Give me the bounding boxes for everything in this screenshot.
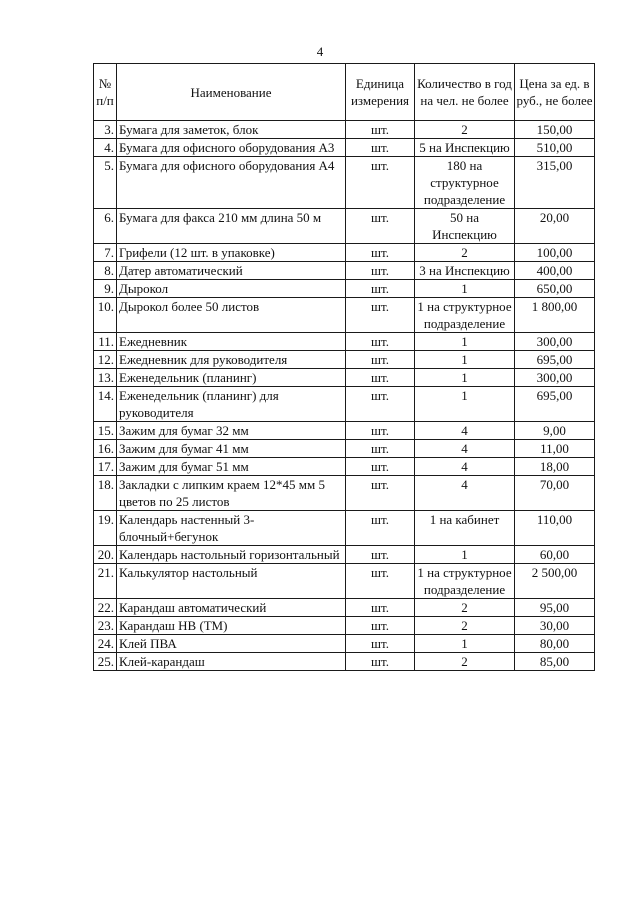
cell-price: 9,00	[515, 422, 595, 440]
table-row	[94, 244, 595, 262]
table-row	[94, 476, 595, 511]
cell-price: 18,00	[515, 458, 595, 476]
cell-price: 695,00	[515, 351, 595, 369]
cell-name: Календарь настольный горизонтальный	[117, 546, 346, 564]
cell-num: 23.	[94, 617, 117, 635]
cell-name: Бумага для факса 210 мм длина 50 м	[117, 209, 346, 244]
cell-unit: шт.	[346, 476, 415, 511]
cell-price: 70,00	[515, 476, 595, 511]
cell-qty: 1	[415, 351, 515, 369]
cell-num: 20.	[94, 546, 117, 564]
table-row	[94, 422, 595, 440]
table-row	[94, 458, 595, 476]
cell-name: Бумага для заметок, блок	[117, 121, 346, 139]
cell-price: 300,00	[515, 333, 595, 351]
cell-qty: 180 на структурное подразделение	[415, 157, 515, 209]
cell-num: 14.	[94, 387, 117, 422]
cell-price: 2 500,00	[515, 564, 595, 599]
cell-qty: 4	[415, 422, 515, 440]
table-row	[94, 298, 595, 333]
cell-qty: 1	[415, 546, 515, 564]
cell-qty: 2	[415, 121, 515, 139]
cell-qty: 1 на структурное подразделение	[415, 298, 515, 333]
cell-unit: шт.	[346, 653, 415, 671]
cell-unit: шт.	[346, 422, 415, 440]
cell-unit: шт.	[346, 298, 415, 333]
cell-unit: шт.	[346, 139, 415, 157]
cell-name: Дырокол более 50 листов	[117, 298, 346, 333]
cell-num: 19.	[94, 511, 117, 546]
cell-price: 510,00	[515, 139, 595, 157]
table-row	[94, 262, 595, 280]
cell-num: 16.	[94, 440, 117, 458]
table-row	[94, 546, 595, 564]
table-row	[94, 121, 595, 139]
table-row	[94, 564, 595, 599]
cell-num: 22.	[94, 599, 117, 617]
cell-name: Калькулятор настольный	[117, 564, 346, 599]
cell-price: 400,00	[515, 262, 595, 280]
table-row	[94, 440, 595, 458]
table-row	[94, 209, 595, 244]
cell-qty: 1	[415, 635, 515, 653]
table-row	[94, 351, 595, 369]
cell-unit: шт.	[346, 564, 415, 599]
cell-price: 110,00	[515, 511, 595, 546]
table-row	[94, 617, 595, 635]
cell-qty: 1 на кабинет	[415, 511, 515, 546]
cell-qty: 2	[415, 244, 515, 262]
cell-price: 150,00	[515, 121, 595, 139]
cell-num: 4.	[94, 139, 117, 157]
cell-qty: 1 на структурное подразделение	[415, 564, 515, 599]
cell-num: 15.	[94, 422, 117, 440]
cell-name: Бумага для офисного оборудования А3	[117, 139, 346, 157]
header-unit: Единица измерения	[346, 64, 415, 121]
cell-price: 11,00	[515, 440, 595, 458]
cell-qty: 1	[415, 369, 515, 387]
cell-num: 21.	[94, 564, 117, 599]
cell-price: 30,00	[515, 617, 595, 635]
cell-num: 5.	[94, 157, 117, 209]
cell-num: 7.	[94, 244, 117, 262]
cell-price: 60,00	[515, 546, 595, 564]
cell-name: Еженедельник (планинг)	[117, 369, 346, 387]
cell-unit: шт.	[346, 635, 415, 653]
cell-name: Ежедневник для руководителя	[117, 351, 346, 369]
cell-num: 18.	[94, 476, 117, 511]
supplies-table	[93, 63, 595, 671]
table-row	[94, 635, 595, 653]
cell-unit: шт.	[346, 617, 415, 635]
cell-qty: 4	[415, 440, 515, 458]
cell-num: 12.	[94, 351, 117, 369]
cell-price: 80,00	[515, 635, 595, 653]
cell-name: Карандаш НВ (ТМ)	[117, 617, 346, 635]
table-row	[94, 653, 595, 671]
cell-qty: 5 на Инспекцию	[415, 139, 515, 157]
cell-unit: шт.	[346, 157, 415, 209]
cell-qty: 1	[415, 387, 515, 422]
header-name: Наименование	[117, 64, 346, 121]
cell-num: 24.	[94, 635, 117, 653]
cell-name: Еженедельник (планинг) для руководителя	[117, 387, 346, 422]
table-row	[94, 333, 595, 351]
cell-name: Закладки с липким краем 12*45 мм 5 цветов по 25 листов	[117, 476, 346, 511]
cell-name: Клей ПВА	[117, 635, 346, 653]
cell-num: 6.	[94, 209, 117, 244]
cell-num: 10.	[94, 298, 117, 333]
cell-qty: 4	[415, 476, 515, 511]
cell-unit: шт.	[346, 121, 415, 139]
cell-price: 650,00	[515, 280, 595, 298]
header-qty: Количество в год на чел. не более	[415, 64, 515, 121]
cell-name: Ежедневник	[117, 333, 346, 351]
cell-qty: 50 на Инспекцию	[415, 209, 515, 244]
table-header-row	[94, 64, 595, 121]
table-row	[94, 139, 595, 157]
table-row	[94, 280, 595, 298]
cell-qty: 2	[415, 653, 515, 671]
cell-unit: шт.	[346, 369, 415, 387]
cell-price: 300,00	[515, 369, 595, 387]
header-price: Цена за ед. в руб., не более	[515, 64, 595, 121]
cell-name: Бумага для офисного оборудования А4	[117, 157, 346, 209]
cell-price: 95,00	[515, 599, 595, 617]
table-row	[94, 157, 595, 209]
cell-qty: 3 на Инспекцию	[415, 262, 515, 280]
cell-num: 11.	[94, 333, 117, 351]
cell-qty: 2	[415, 599, 515, 617]
cell-num: 3.	[94, 121, 117, 139]
cell-name: Зажим для бумаг 32 мм	[117, 422, 346, 440]
cell-price: 20,00	[515, 209, 595, 244]
cell-unit: шт.	[346, 387, 415, 422]
cell-price: 695,00	[515, 387, 595, 422]
cell-name: Зажим для бумаг 51 мм	[117, 458, 346, 476]
cell-num: 17.	[94, 458, 117, 476]
cell-unit: шт.	[346, 262, 415, 280]
cell-num: 25.	[94, 653, 117, 671]
cell-unit: шт.	[346, 280, 415, 298]
cell-name: Календарь настенный 3-блочный+бегунок	[117, 511, 346, 546]
cell-unit: шт.	[346, 546, 415, 564]
cell-num: 13.	[94, 369, 117, 387]
cell-unit: шт.	[346, 458, 415, 476]
cell-qty: 1	[415, 280, 515, 298]
cell-price: 315,00	[515, 157, 595, 209]
table-row	[94, 599, 595, 617]
table-row	[94, 511, 595, 546]
cell-name: Датер автоматический	[117, 262, 346, 280]
cell-unit: шт.	[346, 351, 415, 369]
cell-unit: шт.	[346, 599, 415, 617]
cell-unit: шт.	[346, 209, 415, 244]
cell-unit: шт.	[346, 511, 415, 546]
table-row	[94, 387, 595, 422]
cell-name: Дырокол	[117, 280, 346, 298]
cell-name: Клей-карандаш	[117, 653, 346, 671]
cell-qty: 1	[415, 333, 515, 351]
cell-unit: шт.	[346, 333, 415, 351]
cell-price: 1 800,00	[515, 298, 595, 333]
cell-price: 85,00	[515, 653, 595, 671]
cell-price: 100,00	[515, 244, 595, 262]
table-body	[94, 121, 595, 671]
cell-unit: шт.	[346, 244, 415, 262]
cell-num: 8.	[94, 262, 117, 280]
cell-name: Зажим для бумаг 41 мм	[117, 440, 346, 458]
cell-name: Грифели (12 шт. в упаковке)	[117, 244, 346, 262]
page-number: 4	[316, 44, 324, 59]
cell-qty: 4	[415, 458, 515, 476]
cell-name: Карандаш автоматический	[117, 599, 346, 617]
cell-num: 9.	[94, 280, 117, 298]
header-num: № п/п	[94, 64, 117, 121]
table-row	[94, 369, 595, 387]
cell-qty: 2	[415, 617, 515, 635]
cell-unit: шт.	[346, 440, 415, 458]
